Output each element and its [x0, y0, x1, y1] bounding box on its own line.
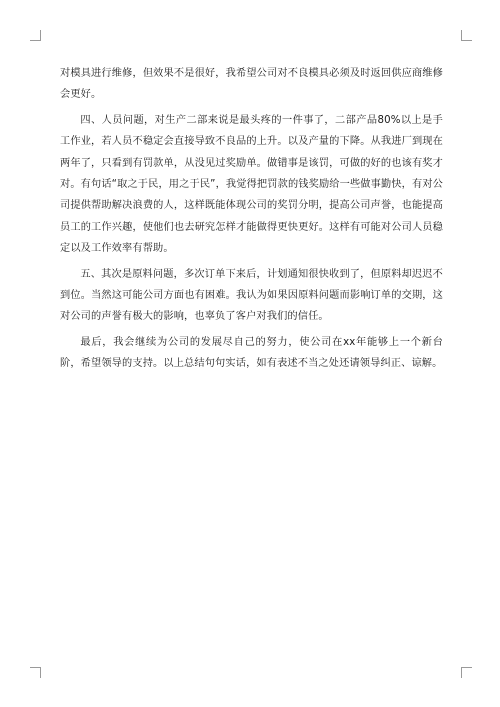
- crop-mark-top-left: [30, 30, 41, 41]
- paragraph-personnel-issue: 四、人员问题，对生产二部来说是最头疼的一件事了，二部产品80%以上是手工作业，若人员不稳定会直接导致不良品的上升。以及产量的下降。从我进厂到现在两年了，只看到有罚款单，从没见过奖励单。做错事是该罚，可做的好的也该有奖才对。有句话“取之于民，用之于民”，我觉得把罚款的钱奖励给一些做事勤快，有对公司提供帮助解决浪费的人，这样既能体现公司的奖罚分明，提高公司声誉，也能提高员工的工作兴趣，使他们也去研究怎样才能做得更快更好。这样有可能对公司人员稳定以及工作效率有帮助。: [60, 114, 444, 255]
- crop-mark-bottom-left: [30, 667, 41, 678]
- paragraph-material-issue: 五、其次是原料问题，多次订单下来后，计划通知很快收到了，但原料却迟迟不到位。当然这可能公司方面也有困难。我认为如果因原料问题而影响订单的交期，这对公司的声誉有极大的影响，也辜负了客户对我们的信任。: [60, 268, 443, 323]
- paragraph-mold-repair: 对模具进行维修，但效果不是很好，我希望公司对不良模具必须及时返回供应商维修会更好。: [60, 68, 443, 101]
- crop-mark-top-right: [461, 30, 472, 41]
- document-body: [60, 63, 443, 375]
- crop-mark-bottom-right: [461, 667, 472, 678]
- paragraph-conclusion: 最后，我会继续为公司的发展尽自己的努力，使公司在xx年能够上一个新台阶，希望领导的支持。以上总结句句实话，如有表述不当之处还请领导纠正、谅解。: [60, 336, 443, 370]
